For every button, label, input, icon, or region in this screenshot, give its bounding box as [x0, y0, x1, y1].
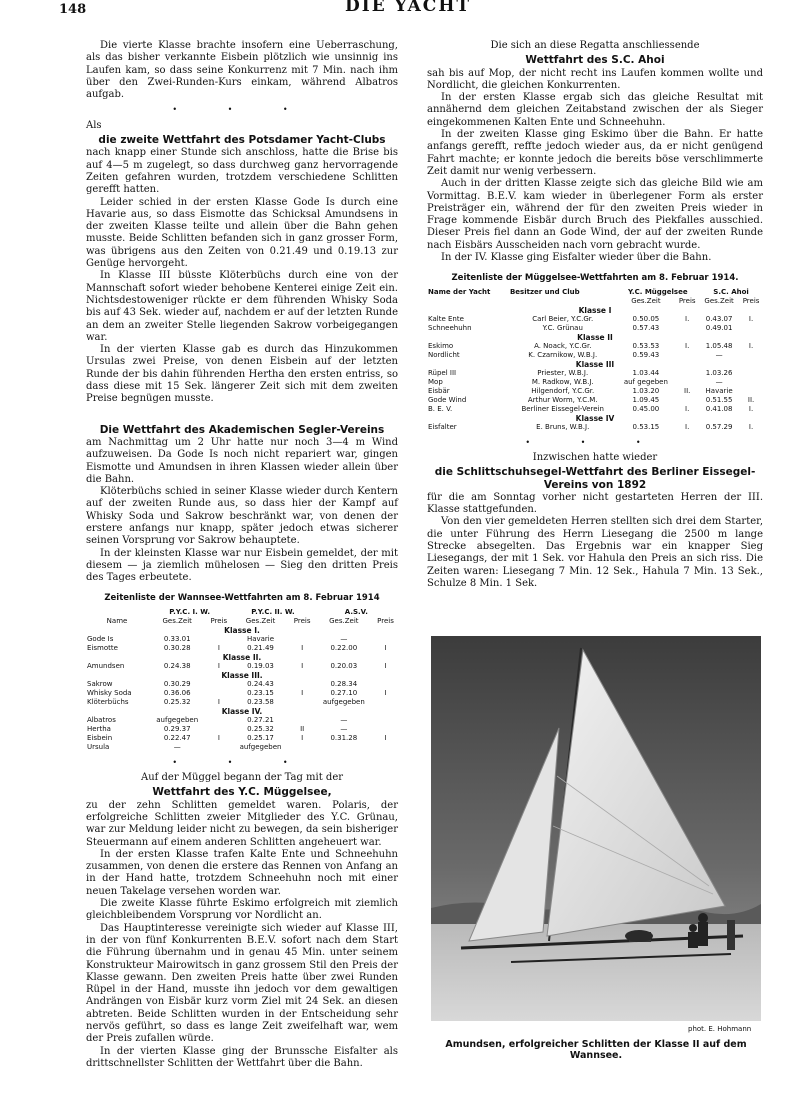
table-cell: 0.27.10	[330, 688, 358, 697]
table-cell: aufgegeben	[322, 697, 365, 706]
page-header	[0, 0, 799, 22]
class-heading: Klasse III	[575, 359, 615, 369]
column-group-header: P.Y.C. II. W.	[251, 607, 295, 616]
table-cell	[290, 698, 315, 707]
column-header: Preis	[678, 296, 696, 305]
yacht-name-cell: Klöterbüchs	[87, 697, 129, 706]
paragraph: In der ersten Klasse trafen Kalte Ente und Schneehuhn zusammen, von denen die erstere das Rennen von Anfang an in der Hand hatte, trotzdem Schneehuhn noch mit einer neuen Takelage versehen worden war.	[86, 848, 398, 897]
table-cell: I.	[685, 314, 690, 323]
section-heading: die zweite Wettfahrt des Potsdamer Yacht-Clubs	[98, 134, 386, 147]
section-heading: Wettfahrt des Y.C. Müggelsee,	[152, 786, 332, 799]
paragraph: Von den vier gemeldeten Herren stellten sich drei dem Starter, die unter Führung des Herrn Liesegang die 2500 m lange Strecke absegelten. Das Ergebnis war ein knapper Sieg Liesegangs, der mit 1 Sek. vor Hahula den Preis an sich riss. Die Zeiten waren: Liesegang 7 Min. 12 Sek., Hahula 7 Min. 13 Sek., Schulze 8 Min. 1 Sek.	[427, 516, 763, 589]
table-cell: I.	[748, 422, 754, 431]
column-group-header: S.C. Ahoi	[713, 287, 749, 296]
table-cell: 0.19.03	[247, 661, 274, 670]
column-header: Preis	[377, 616, 394, 625]
yacht-name-cell: Amundsen	[87, 661, 125, 670]
class-heading-row	[427, 306, 763, 315]
table-cell: 0.25.32	[247, 724, 274, 733]
yacht-name-cell: Schneehuhn	[428, 323, 472, 332]
table-cell: 0.25.32	[163, 697, 191, 706]
table-cell: I	[384, 643, 387, 652]
table-cell: Y.C. Grünau	[542, 323, 583, 332]
table-cell: 0.27.21	[247, 715, 274, 724]
table-cell	[675, 351, 699, 360]
table-cell: 0.53.53	[632, 341, 660, 350]
running-title: DIE YACHT	[345, 0, 472, 16]
table-cell	[373, 698, 398, 707]
yacht-name-cell: Mop	[428, 377, 443, 386]
class-heading: Klasse I	[578, 305, 612, 315]
table-cell: 0.23.58	[247, 697, 274, 706]
table-cell	[373, 680, 398, 689]
paragraph: am Nachmittag um 2 Uhr hatte nur noch 3—4 m Wind aufzuweisen. Da Gode Is noch nicht repariert war, gingen Eismotte und Amundsen in ihren Klassen wieder allein über die Bahn.	[86, 436, 398, 485]
paragraph: Als	[86, 119, 102, 131]
table-cell: I	[384, 688, 387, 697]
table-cell: I.	[748, 404, 754, 413]
section-heading: Die Wettfahrt des Akademischen Segler-Vereins	[99, 423, 385, 436]
table-cell: 1.03.44	[632, 368, 660, 377]
table-body	[86, 626, 398, 752]
table-cell: 0.45.00	[632, 404, 660, 413]
yacht-name-cell: B. E. V.	[428, 404, 453, 413]
column-header: Preis	[293, 616, 311, 625]
paragraph: In der vierten Klasse ging der Brunssche Eisfalter als drittschnellster Schlitten der Wettfahrt über die Bahn.	[86, 1045, 398, 1069]
table-cell	[373, 716, 398, 725]
table-cell: 0.59.43	[632, 350, 660, 359]
table-cell: —	[340, 634, 348, 643]
yacht-name-cell: Eskimo	[428, 341, 454, 350]
table-cell: 1.03.26	[705, 368, 733, 377]
paragraph: für die am Sonntag vorher nicht gestarteten Herren der III. Klasse stattgefunden.	[427, 491, 763, 516]
table-cell: aufgegeben	[156, 715, 199, 724]
table-row	[86, 644, 398, 653]
table-cell: 0.24.43	[247, 679, 274, 688]
paragraph: Klöterbüchs schied in seiner Klasse wieder durch Kentern auf der zweiten Runde aus, so dass hier der Kampf auf Whisky Soda und Sakrow beschränkt war, von denen der erstere anfangs nur knapp, später jedoch etwas sicherer seinen Vorsprung vor Sakrow behauptete.	[86, 486, 398, 547]
table-cell: I.	[748, 314, 754, 323]
class-heading-row	[427, 414, 763, 423]
iceboat-photo	[431, 636, 761, 1021]
table-cell: —	[340, 715, 348, 724]
table-row	[427, 315, 763, 324]
yacht-name-cell: Rüpel III	[428, 368, 457, 377]
photo-caption: Amundsen, erfolgreicher Schlitten der Klasse II auf dem Wannsee.	[445, 1039, 747, 1061]
table-cell: Arthur Worm, Y.C.M.	[527, 395, 598, 404]
column-group-header: A.S.V.	[344, 607, 368, 616]
paragraph: Die zweite Klasse führte Eskimo erfolgreich mit ziemlich gleichbleibendem Vorsprung vor Nordlicht an.	[86, 898, 398, 922]
table-cell: 0.30.29	[163, 679, 191, 688]
table-cell: 0.31.28	[330, 733, 358, 742]
table-row	[86, 635, 398, 644]
section-heading: die Schlittschuhsegel-Wettfahrt des Berliner Eissegel-Vereins von 1892	[434, 466, 756, 491]
column-header: Ges.Zeit	[329, 616, 359, 625]
table-cell: I.	[685, 422, 690, 431]
class-heading: Klasse I.	[224, 625, 260, 635]
table-cell: 1.05.48	[705, 341, 733, 350]
table-row	[427, 423, 763, 432]
table-cell: 1.03.20	[632, 386, 660, 395]
table-cell	[739, 324, 763, 333]
table-row	[427, 396, 763, 405]
column-group-header: P.Y.C. I. W.	[169, 607, 211, 616]
table-cell: I	[301, 643, 304, 652]
table-cell	[675, 324, 699, 333]
table-cell: 0.20.03	[330, 661, 358, 670]
table-cell: Hilgendorf, Y.C.Gr.	[531, 386, 595, 395]
table-header-row	[86, 608, 398, 617]
section-divider: • • •	[525, 437, 665, 447]
paragraph: Auf der Müggel begann der Tag mit der	[140, 772, 344, 784]
column-group-header: Y.C. Müggelsee	[628, 287, 688, 296]
paragraph: sah bis auf Mop, der nicht recht ins Laufen kommen wollte und Nordlicht, die gleichen Konkurrenten.	[427, 67, 763, 91]
table-cell: A. Noack, Y.C.Gr.	[534, 341, 592, 350]
table-cell: 0.21.49	[247, 643, 274, 652]
yacht-name-cell: Eisbein	[87, 733, 113, 742]
table-row	[427, 369, 763, 378]
column-header: Name	[106, 616, 128, 625]
table-cell	[206, 635, 231, 644]
table-row	[86, 716, 398, 725]
table-cell: Berliner Eissegel-Verein	[521, 404, 604, 413]
paragraph: nach knapp einer Stunde sich anschloss, hatte die Brise bis auf 4—5 m zugelegt, so dass durchweg ganz hervorragende Zeiten gefahren wurden, trotzdem verschiedene Schlitten gerefft hatten.	[86, 147, 398, 196]
paragraph: Leider schied in der ersten Klasse Gode Is durch eine Havarie aus, so dass Eismotte das Schicksal Amundsens in der zweiten Klasse teilte und allein über die Bahn gehen musste. Beide Schlitten befanden sich in ganz grosser Form, was übrigens aus den Zeiten von 0.21.49 und 0.19.13 zur Genüge hervorgeht.	[86, 196, 398, 270]
class-heading: Klasse IV	[575, 413, 615, 423]
paragraph: Das Hauptinteresse vereinigte sich wieder auf Klasse III, in der von fünf Konkurrenten B.E.V. sofort nach dem Start die Führung übernahm und in genau 45 Min. unter seinem Konstrukteur Mairowitsch in ganz grossem Stil den Preis der Klasse gewann. Den zweiten Preis hatte über zwei Runden Rüpel in der Hand, musste ihn jedoch vor dem gewaltigen Andrängen von Eisbär kurz vorm Ziel mit 24 Sek. an diesen abtreten. Beide Schlitten wurden in der Entscheidung sehr nervös geführt, so dass es lange Zeit zweifelhaft war, wem der Preis zufallen würde.	[86, 922, 398, 1045]
table-cell: I	[217, 697, 220, 706]
table-cell: 0.36.06	[163, 688, 191, 697]
yacht-name-cell: Eisbär	[428, 386, 450, 395]
table-row	[86, 689, 398, 698]
table-cell	[206, 743, 231, 752]
table-cell: —	[173, 742, 181, 751]
table-cell	[206, 689, 231, 698]
wannsee-results-table	[86, 608, 398, 752]
table-cell: 0.25.17	[247, 733, 274, 742]
table-cell: I.	[685, 404, 690, 413]
paragraph: In der IV. Klasse ging Eisfalter wieder über die Bahn.	[441, 252, 712, 264]
table-cell: Carl Beier, Y.C.Gr.	[532, 314, 594, 323]
table-cell: 0.49.01	[705, 323, 733, 332]
table-cell: 0.53.15	[632, 422, 660, 431]
table-cell: I	[384, 661, 387, 670]
class-heading-row	[86, 626, 398, 635]
table-subheader-row	[86, 617, 398, 626]
table-cell: 0.29.37	[163, 724, 191, 733]
table-cell: M. Radkow, W.B.J.	[531, 377, 594, 386]
table-cell	[373, 635, 398, 644]
yacht-name-cell: Sakrow	[87, 679, 113, 688]
table-row	[86, 743, 398, 752]
column-header: Ges.Zeit	[704, 296, 734, 305]
table-row	[427, 351, 763, 360]
table-cell: 0.50.05	[632, 314, 660, 323]
table-cell: —	[715, 377, 723, 386]
table-cell	[206, 725, 231, 734]
class-heading-row	[86, 671, 398, 680]
table-row	[427, 405, 763, 414]
table-cell: II	[300, 724, 305, 733]
yacht-name-cell: Gode Wind	[428, 395, 467, 404]
table-row	[86, 698, 398, 707]
column-header: Besitzer und Club	[509, 287, 580, 296]
page-number: 148	[59, 2, 87, 17]
section-heading: Wettfahrt des S.C. Ahoi	[525, 54, 665, 67]
section-divider: • • •	[172, 757, 312, 767]
right-column	[427, 40, 763, 590]
table-cell: —	[340, 724, 348, 733]
yacht-name-cell: Nordlicht	[428, 350, 460, 359]
paragraph: Inzwischen hatte wieder	[532, 451, 658, 463]
column-header: Preis	[210, 616, 228, 625]
class-heading: Klasse II	[577, 332, 613, 342]
column-header: Preis	[742, 296, 760, 305]
column-header: Ges.Zeit	[631, 296, 661, 305]
table-cell	[290, 680, 315, 689]
table-cell	[739, 378, 763, 387]
class-heading-row	[86, 653, 398, 662]
paragraph: Die vierte Klasse brachte insofern eine Ueberraschung, als das bisher verkannte Eisbein plötzlich wie unsinnig ins Laufen kam, so dass seine Konkurrenz mit 7 Min. nach ihm über den Zwei-Runden-Kurs einkam, während Albatros aufgab.	[86, 40, 398, 101]
paragraph: Auch in der dritten Klasse zeigte sich das gleiche Bild wie am Vormittag. B.E.V. kam wieder in überlegener Form als erster Preisträger ein, während der für den zweiten Preis wieder in Frage kommende Eisbär durch Bruch des Piekfalles ausschied. Dieser Preis fiel dann an Gode Wind, der auf der zweiten Runde nach Eisbärs Ausscheiden nach vorn gebracht wurde.	[427, 178, 763, 251]
table-cell: II.	[747, 395, 755, 404]
table-row	[86, 734, 398, 743]
table-cell: 0.57.43	[632, 323, 660, 332]
paragraph: In der zweiten Klasse ging Eskimo über die Bahn. Er hatte anfangs gerefft, reffte jedoch wieder aus, da er nicht genügend Fahrt machte; er konnte jedoch die bereits böse verschlimmerte Zeit damit nur wenig verbessern.	[427, 129, 763, 177]
table-cell: 0.22.00	[330, 643, 358, 652]
table-cell: I	[217, 733, 220, 742]
table-title: Zeitenliste der Wannsee-Wettfahrten am 8. Februar 1914	[104, 593, 380, 604]
paragraph: In der kleinsten Klasse war nur Eisbein gemeldet, der mit diesem — ja ziemlich mühelosen — Sieg den dritten Preis des Tages erbeutete.	[86, 547, 398, 584]
yacht-name-cell: Eismotte	[87, 643, 118, 652]
table-cell: I.	[748, 341, 754, 350]
table-cell: E. Bruns, W.B.J.	[536, 422, 590, 431]
table-cell	[290, 716, 315, 725]
yacht-name-cell: Gode Is	[87, 634, 114, 643]
left-column	[86, 40, 398, 1070]
table-cell	[739, 369, 763, 378]
table-cell	[675, 396, 699, 405]
table-header-row	[427, 288, 763, 297]
yacht-name-cell: Albatros	[87, 715, 116, 724]
paragraph: zu der zehn Schlitten gemeldet waren. Polaris, der erfolgreiche Schlitten zweier Mitglieder des Y.C. Grünau, war zur Meldung leider nicht zu bewegen, da sein bisheriger Steuermann auf einem anderen Schlitten angeheuert war.	[86, 799, 398, 848]
mueggelsee-results-table	[427, 288, 763, 432]
table-cell: aufgegeben	[239, 742, 282, 751]
class-heading-row	[427, 360, 763, 369]
column-header: Ges.Zeit	[245, 616, 276, 625]
table-row	[427, 378, 763, 387]
table-cell: Havarie	[246, 634, 275, 643]
class-heading: Klasse IV.	[221, 706, 263, 716]
section-divider: • • •	[172, 105, 312, 115]
column-header: Ges.Zeit	[162, 616, 192, 625]
table-cell: I	[301, 661, 304, 670]
table-cell	[206, 680, 231, 689]
table-cell	[739, 351, 763, 360]
table-cell: 0.22.47	[163, 733, 191, 742]
table-cell	[739, 387, 763, 396]
table-cell: I	[217, 661, 220, 670]
table-cell: 0.28.34	[330, 679, 358, 688]
yacht-name-cell: Whisky Soda	[87, 688, 132, 697]
class-heading-row	[427, 333, 763, 342]
table-cell: 0.43.07	[705, 314, 733, 323]
column-header: Name der Yacht	[428, 287, 491, 296]
table-cell	[373, 725, 398, 734]
table-cell	[675, 369, 699, 378]
paragraph: Die sich an diese Regatta anschliessende	[490, 40, 700, 51]
table-cell: Priester, W.B.J.	[537, 368, 589, 377]
paragraph: In der vierten Klasse gab es durch das Hinzukommen Ursulas zwei Preise, von denen Eisbein auf der letzten Runde der bis dahin führenden Hertha den ersten entriss, so dass diese mit 15 Sek. längerer Zeit sich mit dem zweiten Preise begnügen musste.	[86, 344, 398, 405]
yacht-name-cell: Eisfalter	[428, 422, 457, 431]
table-row	[427, 324, 763, 333]
table-cell: 0.24.38	[163, 661, 191, 670]
paragraph: In Klasse III büsste Klöterbüchs durch eine von der Mannschaft sofort wieder behobene Kenterei einige Zeit ein. Nichtsdestoweniger rückte er dem führenden Whisky Soda bis auf 43 Sek. wieder auf, nachdem er auf der letzten Runde an dem an zweiter Stelle liegenden Sakrow vorbeigegangen war.	[86, 270, 398, 343]
table-cell: auf gegeben	[623, 377, 668, 386]
table-row	[427, 387, 763, 396]
table-row	[427, 342, 763, 351]
table-title: Zeitenliste der Müggelsee-Wettfahrten am 8. Februar 1914.	[451, 273, 739, 284]
table-subheader-row	[427, 297, 763, 306]
photo-credit: phot. E. Hohmann	[688, 1025, 752, 1033]
table-cell	[206, 716, 231, 725]
table-row	[86, 725, 398, 734]
table-body	[427, 306, 763, 432]
yacht-name-cell: Kalte Ente	[428, 314, 464, 323]
table-cell: II.	[684, 386, 691, 395]
table-cell: I.	[685, 341, 690, 350]
table-cell	[290, 635, 315, 644]
table-row	[86, 680, 398, 689]
table-cell: I	[217, 643, 220, 652]
class-heading: Klasse III.	[221, 670, 263, 680]
table-cell	[373, 743, 398, 752]
table-cell: 0.23.15	[247, 688, 274, 697]
table-cell: K. Czarnikow, W.B.J.	[528, 350, 598, 359]
table-cell	[290, 743, 315, 752]
table-cell: I	[301, 688, 304, 697]
paragraph: In der ersten Klasse ergab sich das gleiche Resultat mit annähernd dem gleichen Zeitabstand zwischen der als Sieger eingekommenen Kalten Ente und Schneehuhn.	[427, 92, 763, 128]
table-cell: I	[301, 733, 304, 742]
table-cell: 1.09.45	[632, 395, 660, 404]
class-heading-row	[86, 707, 398, 716]
table-cell	[675, 378, 699, 387]
table-cell: 0.41.08	[705, 404, 733, 413]
table-cell: Havarie	[705, 386, 733, 395]
table-cell: I	[384, 733, 387, 742]
table-cell: 0.51.55	[705, 395, 733, 404]
table-cell: 0.30.28	[163, 643, 191, 652]
yacht-name-cell: Ursula	[87, 742, 110, 751]
table-cell	[315, 743, 373, 752]
yacht-name-cell: Hertha	[87, 724, 111, 733]
table-cell: 0.57.29	[705, 422, 733, 431]
class-heading: Klasse II.	[222, 652, 262, 662]
table-cell: —	[715, 350, 723, 359]
table-row	[86, 662, 398, 671]
table-cell: 0.33.01	[163, 634, 191, 643]
